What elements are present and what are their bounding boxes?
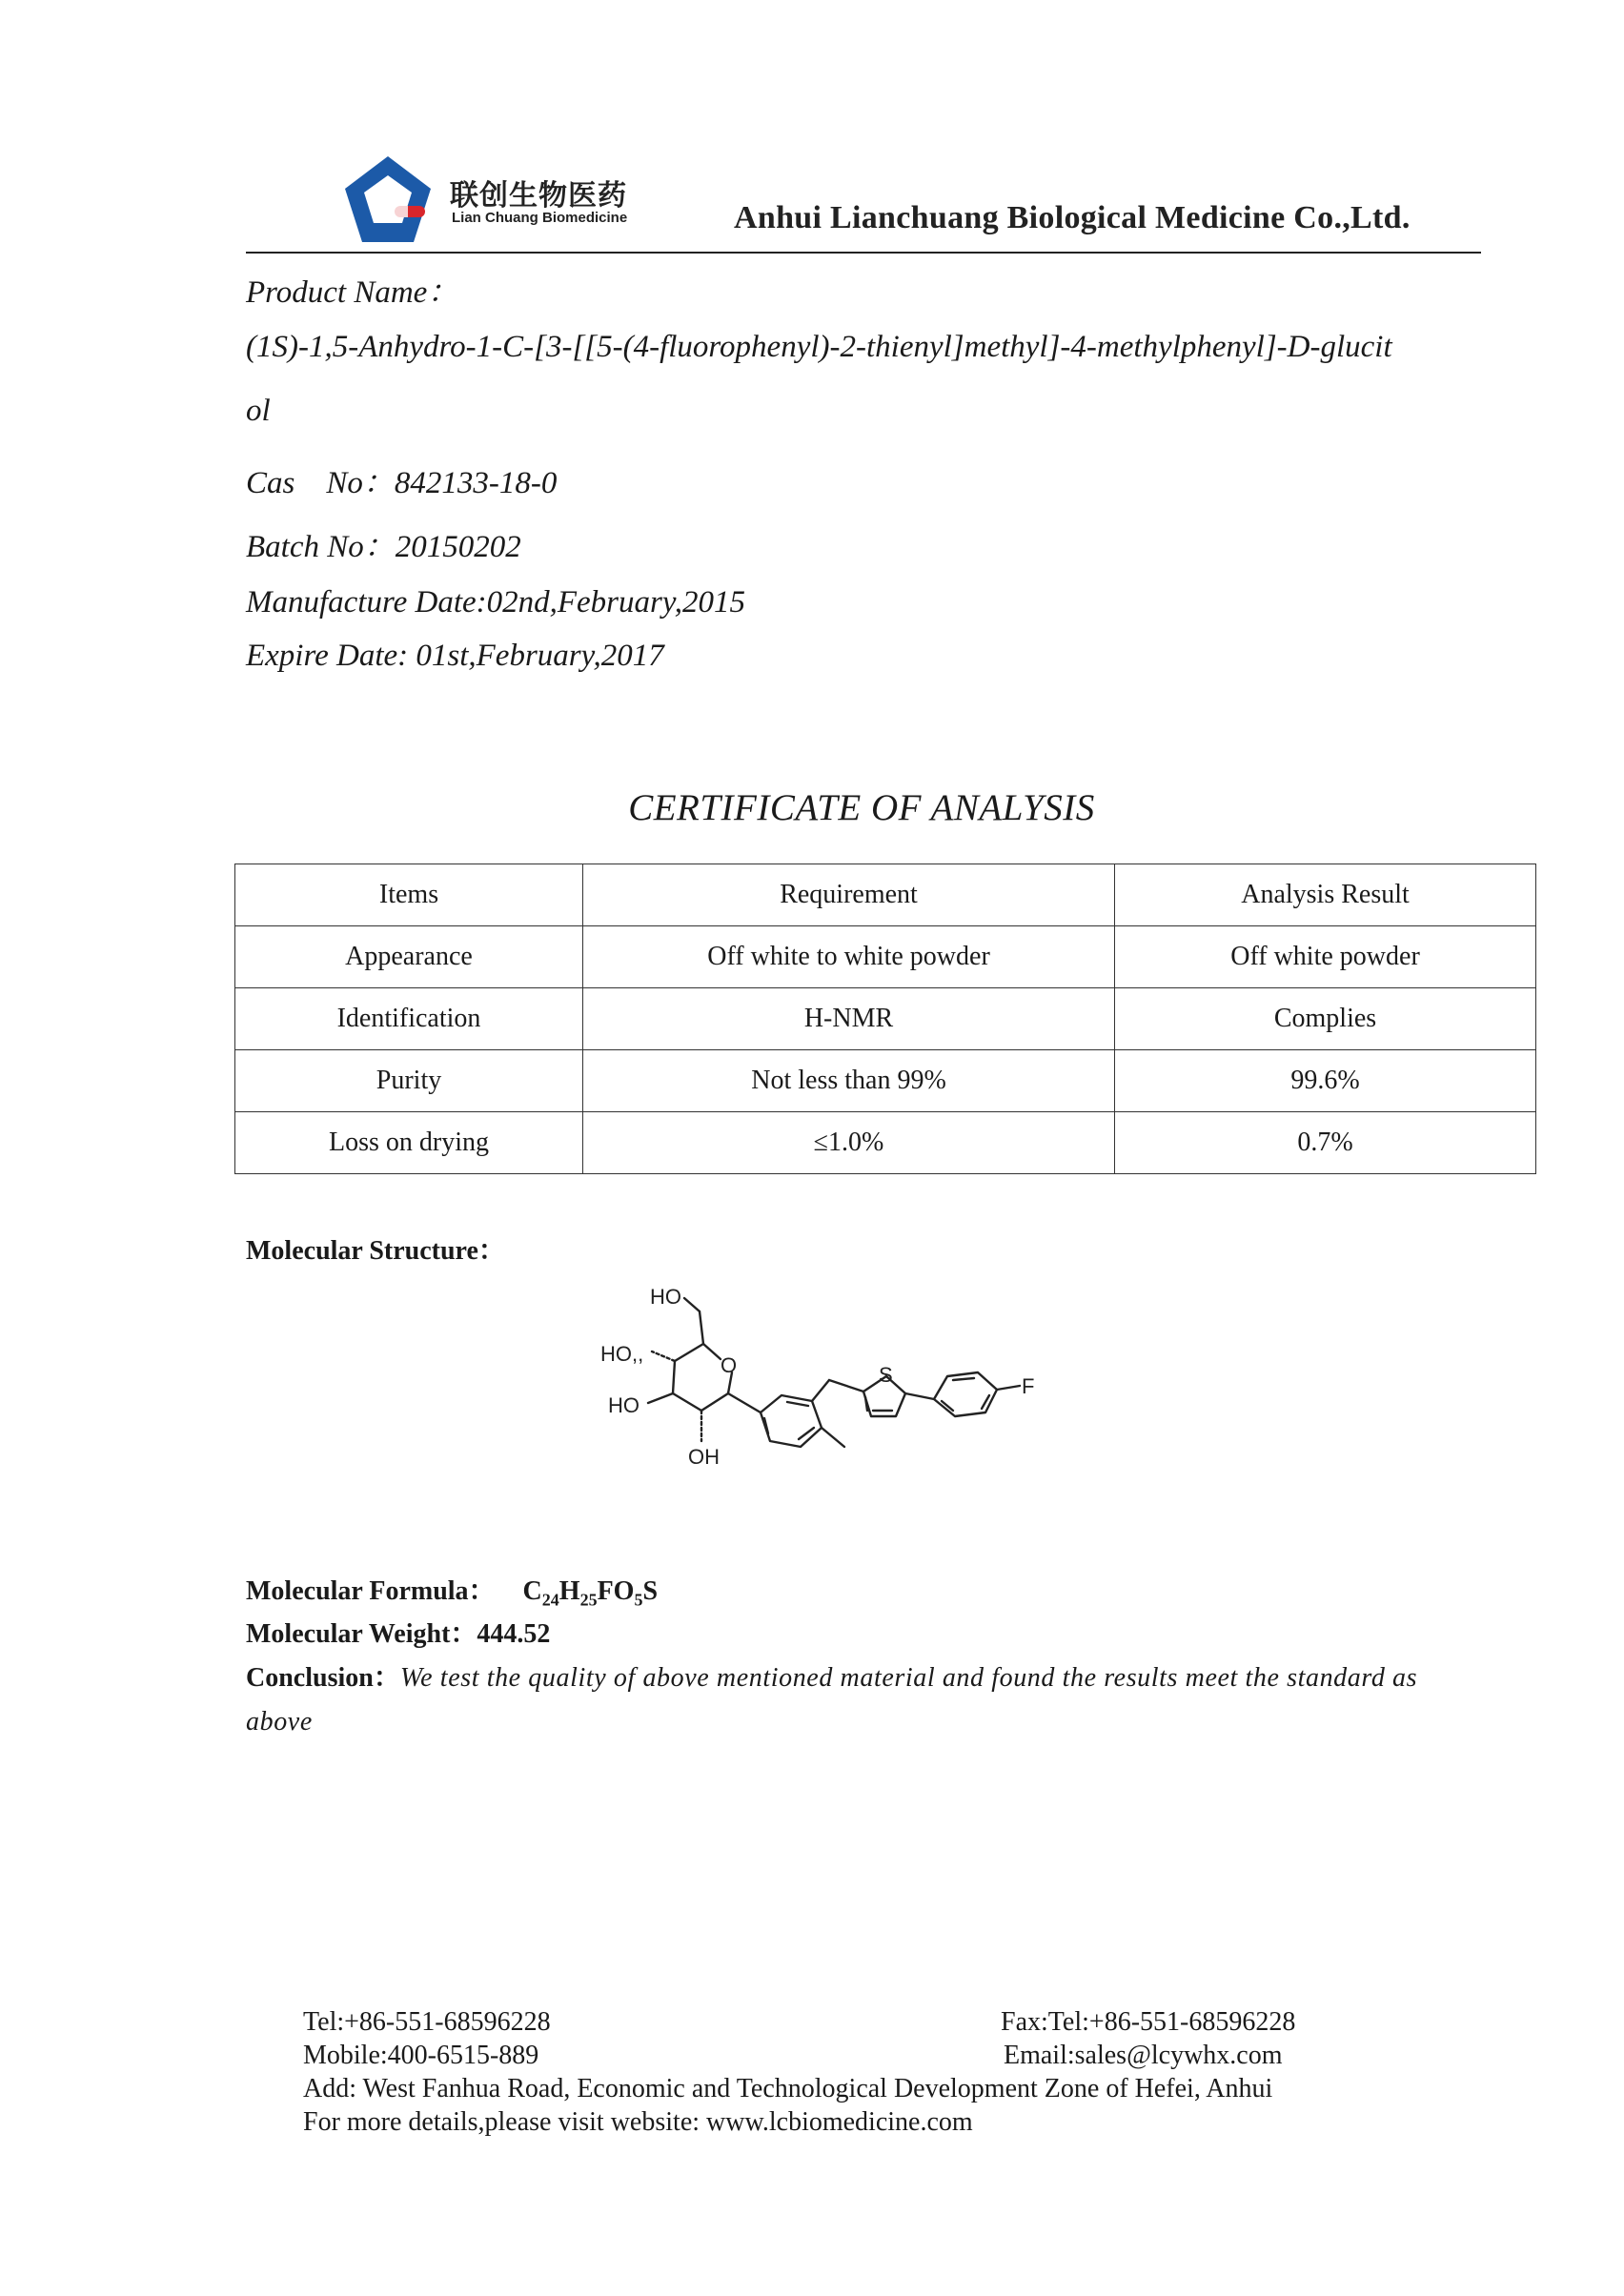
formula-s: S xyxy=(642,1576,659,1606)
formula-c-sub: 24 xyxy=(541,1590,559,1610)
row-result: 0.7% xyxy=(1115,1112,1536,1174)
table-row xyxy=(235,926,1536,988)
atom-ho-top: HO xyxy=(650,1285,681,1309)
footer-mobile: Mobile:400-6515-889 xyxy=(303,2041,539,2070)
atom-oh-bottom: OH xyxy=(688,1445,720,1469)
product-name-line1: (1S)-1,5-Anhydro-1-C-[3-[[5-(4-fluorophenyl)-2-thienyl]methyl]-4-methylphenyl]-D-glucit xyxy=(246,330,1392,364)
batch-number: Batch No：20150202 xyxy=(246,530,521,564)
footer-tel: Tel:+86-551-68596228 xyxy=(303,2007,551,2037)
molecular-weight-label: Molecular Weight： xyxy=(246,1619,477,1649)
company-name: Anhui Lianchuang Biological Medicine Co.,Ltd. xyxy=(734,200,1411,235)
manufacture-date: Manufacture Date:02nd,February,2015 xyxy=(246,585,745,620)
table-row xyxy=(235,1112,1536,1174)
row-item: Appearance xyxy=(235,926,583,988)
row-item: Purity xyxy=(235,1050,583,1112)
row-requirement: ≤1.0% xyxy=(583,1112,1115,1174)
logo-english-name: Lian Chuang Biomedicine xyxy=(452,210,628,226)
atom-ring-oxygen: O xyxy=(721,1353,738,1377)
row-requirement: Off white to white powder xyxy=(583,926,1115,988)
header-requirement: Requirement xyxy=(583,864,1115,926)
row-requirement: Not less than 99% xyxy=(583,1050,1115,1112)
atom-thiophene-sulfur: S xyxy=(879,1363,893,1387)
atom-ho-left: HO,, xyxy=(600,1342,644,1366)
header-divider xyxy=(246,252,1481,254)
conclusion-text: We test the quality of above mentioned material and found the results meet the standard as above xyxy=(246,1663,1418,1737)
product-name-label: Product Name： xyxy=(246,275,459,310)
formula-c: C xyxy=(522,1576,542,1606)
footer-address: Add: West Fanhua Road, Economic and Technological Development Zone of Hefei, Anhui xyxy=(303,2074,1273,2103)
row-result: Complies xyxy=(1115,988,1536,1050)
cas-number: Cas No：842133-18-0 xyxy=(246,466,558,500)
atom-fluorine: F xyxy=(1022,1374,1035,1398)
analysis-table xyxy=(234,864,1536,1174)
table-row xyxy=(235,988,1536,1050)
molecular-formula-label: Molecular Formula： xyxy=(246,1576,496,1606)
formula-h: H xyxy=(558,1576,580,1606)
row-item: Identification xyxy=(235,988,583,1050)
company-logo-icon xyxy=(335,151,440,255)
logo-chinese-name: 联创生物医药 xyxy=(450,179,627,213)
molecular-weight-row xyxy=(246,1613,550,1651)
footer-website: For more details,please visit website: www.lcbiomedicine.com xyxy=(303,2107,973,2137)
formula-h-sub: 25 xyxy=(579,1590,598,1610)
row-result: Off white powder xyxy=(1115,926,1536,988)
molecular-structure-diagram xyxy=(600,1277,1134,1496)
table-row xyxy=(235,1050,1536,1112)
conclusion-label: Conclusion： xyxy=(246,1663,400,1693)
molecular-formula-row xyxy=(246,1570,658,1611)
conclusion xyxy=(246,1656,1485,1744)
row-requirement: H-NMR xyxy=(583,988,1115,1050)
footer-email: Email:sales@lcywhx.com xyxy=(1004,2041,1283,2070)
row-item: Loss on drying xyxy=(235,1112,583,1174)
row-result: 99.6% xyxy=(1115,1050,1536,1112)
molecular-weight-value: 444.52 xyxy=(477,1619,551,1649)
formula-o-sub: 5 xyxy=(634,1590,643,1610)
molecular-formula-value xyxy=(522,1576,659,1610)
header-analysis-result: Analysis Result xyxy=(1115,864,1536,926)
atom-ho-bottom-left: HO xyxy=(608,1393,639,1417)
formula-fo: FO xyxy=(597,1576,635,1606)
molecular-structure-label: Molecular Structure： xyxy=(246,1236,505,1266)
header-items: Items xyxy=(235,864,583,926)
certificate-title: CERTIFICATE OF ANALYSIS xyxy=(628,787,1095,828)
expire-date: Expire Date: 01st,February,2017 xyxy=(246,639,664,673)
table-header-row xyxy=(235,864,1536,926)
product-name-line2: ol xyxy=(246,394,271,428)
footer-fax: Fax:Tel:+86-551-68596228 xyxy=(1001,2007,1296,2037)
